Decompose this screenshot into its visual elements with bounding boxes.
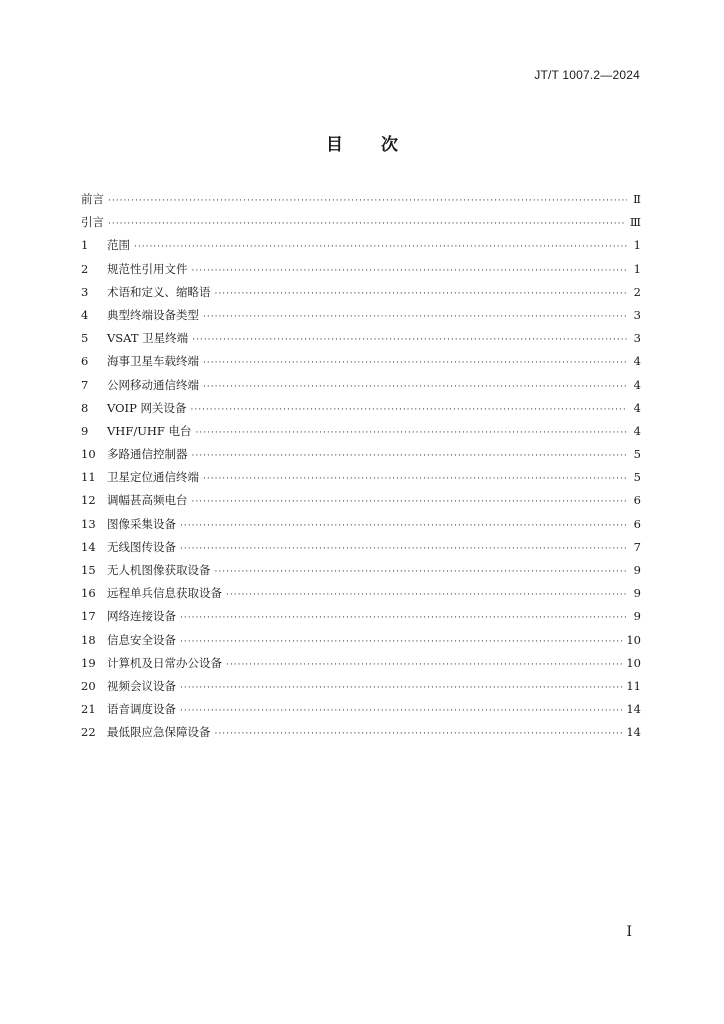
toc-dot-leader	[192, 260, 628, 283]
toc-entry-number: 20	[81, 678, 96, 693]
toc-entry-page: 5	[633, 447, 641, 462]
toc-entry-number: 3	[81, 284, 89, 299]
toc-entry[interactable]	[81, 420, 641, 443]
toc-entry-page: 11	[626, 678, 641, 693]
toc-dot-leader	[180, 515, 627, 538]
toc-entry-label: 典型终端设备类型	[107, 307, 199, 322]
toc-entry-label: 卫星定位通信终端	[107, 470, 199, 485]
toc-entry-label: 远程单兵信息获取设备	[107, 586, 222, 601]
toc-entry-page: 2	[633, 284, 641, 299]
toc-entry-label: 海事卫星车载终端	[107, 354, 199, 369]
toc-dot-leader	[108, 213, 626, 236]
toc-entry[interactable]	[81, 698, 641, 721]
toc-entry-label: 视频会议设备	[107, 678, 176, 693]
toc-entry-number: 17	[81, 609, 96, 624]
toc-entry[interactable]	[81, 675, 641, 698]
toc-entry-number: 18	[81, 632, 96, 647]
toc-entry-page: 1	[633, 238, 641, 253]
toc-entry[interactable]	[81, 258, 641, 281]
toc-entry[interactable]	[81, 559, 641, 582]
toc-entry-number: 2	[81, 261, 89, 276]
page-number: I	[626, 924, 632, 940]
toc-entry-label: 无线图传设备	[107, 539, 176, 554]
toc-dot-leader	[203, 352, 627, 375]
toc-entry-label: VOIP 网关设备	[107, 400, 187, 415]
toc-entry-number: 14	[81, 539, 96, 554]
toc-entry-number: 1	[81, 238, 89, 253]
toc-entry-number: 21	[81, 702, 96, 717]
toc-entry-page: 14	[626, 702, 641, 717]
toc-entry-page: 7	[633, 539, 641, 554]
toc-entry-number: 11	[81, 470, 96, 485]
toc-entry-label: 多路通信控制器	[107, 447, 188, 462]
toc-entry-page: 10	[626, 655, 641, 670]
toc-dot-leader	[215, 723, 623, 746]
toc-dot-leader	[215, 283, 628, 306]
toc-entry-page: 14	[626, 725, 641, 740]
toc-entry-page: 4	[633, 423, 641, 438]
toc-dot-leader	[215, 561, 628, 584]
toc-entry[interactable]	[81, 489, 641, 512]
toc-entry[interactable]	[81, 281, 641, 304]
toc-entry-label: 引言	[81, 215, 104, 230]
toc-entry-page: 5	[633, 470, 641, 485]
toc-entry-number: 7	[81, 377, 89, 392]
toc-entry[interactable]	[81, 652, 641, 675]
toc-entry-number: 4	[81, 307, 89, 322]
page-title-char-1: 目	[326, 135, 343, 155]
toc-entry[interactable]	[81, 443, 641, 466]
toc-entry[interactable]	[81, 582, 641, 605]
toc-entry-label: 公网移动通信终端	[107, 377, 199, 392]
toc-entry-page: 3	[633, 307, 641, 322]
toc-dot-leader	[192, 491, 628, 514]
toc-entry-number: 8	[81, 400, 89, 415]
toc-dot-leader	[203, 306, 627, 329]
toc-dot-leader	[180, 677, 622, 700]
toc-entry-label: 范围	[107, 238, 130, 253]
toc-dot-leader	[108, 190, 627, 213]
toc-entry[interactable]	[81, 374, 641, 397]
toc-entry-page: 6	[633, 516, 641, 531]
toc-entry-page: Ⅱ	[633, 192, 641, 206]
toc-entry-number: 12	[81, 493, 96, 508]
toc-entry[interactable]	[81, 466, 641, 489]
toc-dot-leader	[192, 329, 627, 352]
toc-entry-page: 1	[633, 261, 641, 276]
toc-dot-leader	[180, 538, 627, 561]
toc-entry-number: 5	[81, 331, 89, 346]
toc-entry-label: 术语和定义、缩略语	[107, 284, 211, 299]
toc-dot-leader	[180, 607, 627, 630]
toc-entry-label: 语音调度设备	[107, 702, 176, 717]
toc-entry-label: VHF/UHF 电台	[107, 423, 192, 438]
toc-dot-leader	[180, 631, 622, 654]
toc-entry-number: 15	[81, 563, 96, 577]
page-title-char-2: 次	[381, 135, 398, 155]
toc-entry[interactable]	[81, 397, 641, 420]
toc-entry-number: 9	[81, 423, 89, 438]
toc-entry-label: 图像采集设备	[107, 516, 176, 531]
toc-entry-page: 10	[626, 632, 641, 647]
toc-entry-label: VSAT 卫星终端	[107, 331, 189, 346]
toc-entry[interactable]	[81, 234, 641, 257]
toc-entry-page: 9	[633, 609, 641, 624]
toc-entry[interactable]	[81, 605, 641, 628]
toc-dot-leader	[192, 445, 628, 468]
toc-entry[interactable]	[81, 536, 641, 559]
toc-dot-leader	[203, 468, 627, 491]
toc-entry-page: 3	[633, 331, 641, 346]
toc-dot-leader	[226, 654, 622, 677]
toc-dot-leader	[180, 700, 622, 723]
standard-code: JT/T 1007.2—2024	[534, 68, 640, 82]
toc-entry-label: 调幅甚高频电台	[107, 493, 188, 508]
table-of-contents	[81, 188, 641, 745]
toc-entry[interactable]	[81, 188, 641, 211]
toc-dot-leader	[203, 376, 627, 399]
toc-entry-number: 22	[81, 725, 96, 740]
toc-entry-number: 16	[81, 586, 96, 601]
toc-entry[interactable]	[81, 629, 641, 652]
toc-entry-page: 4	[633, 377, 641, 392]
page-title	[0, 130, 724, 155]
toc-entry-label: 计算机及日常办公设备	[107, 655, 222, 670]
toc-entry[interactable]	[81, 327, 641, 350]
toc-entry-page: 6	[633, 493, 641, 508]
toc-dot-leader	[226, 584, 627, 607]
toc-entry-label: 最低限应急保障设备	[107, 725, 211, 740]
toc-entry-page: 4	[633, 354, 641, 369]
toc-entry-page: 9	[633, 563, 641, 577]
toc-entry-page: 4	[633, 400, 641, 415]
toc-entry-page: 9	[633, 586, 641, 601]
toc-entry-page: Ⅲ	[629, 215, 641, 230]
toc-dot-leader	[190, 399, 627, 422]
toc-entry[interactable]	[81, 721, 641, 744]
toc-entry-label: 规范性引用文件	[107, 261, 188, 276]
toc-entry[interactable]	[81, 350, 641, 373]
toc-entry-number: 13	[81, 516, 96, 531]
toc-entry[interactable]	[81, 304, 641, 327]
toc-entry-label: 无人机图像获取设备	[107, 563, 211, 577]
toc-entry[interactable]	[81, 211, 641, 234]
toc-entry[interactable]	[81, 513, 641, 536]
toc-entry-label: 前言	[81, 192, 104, 206]
toc-entry-number: 10	[81, 447, 96, 462]
toc-dot-leader	[134, 236, 627, 259]
toc-dot-leader	[196, 422, 627, 445]
toc-entry-label: 网络连接设备	[107, 609, 176, 624]
toc-entry-label: 信息安全设备	[107, 632, 176, 647]
toc-entry-number: 19	[81, 655, 96, 670]
toc-entry-number: 6	[81, 354, 89, 369]
